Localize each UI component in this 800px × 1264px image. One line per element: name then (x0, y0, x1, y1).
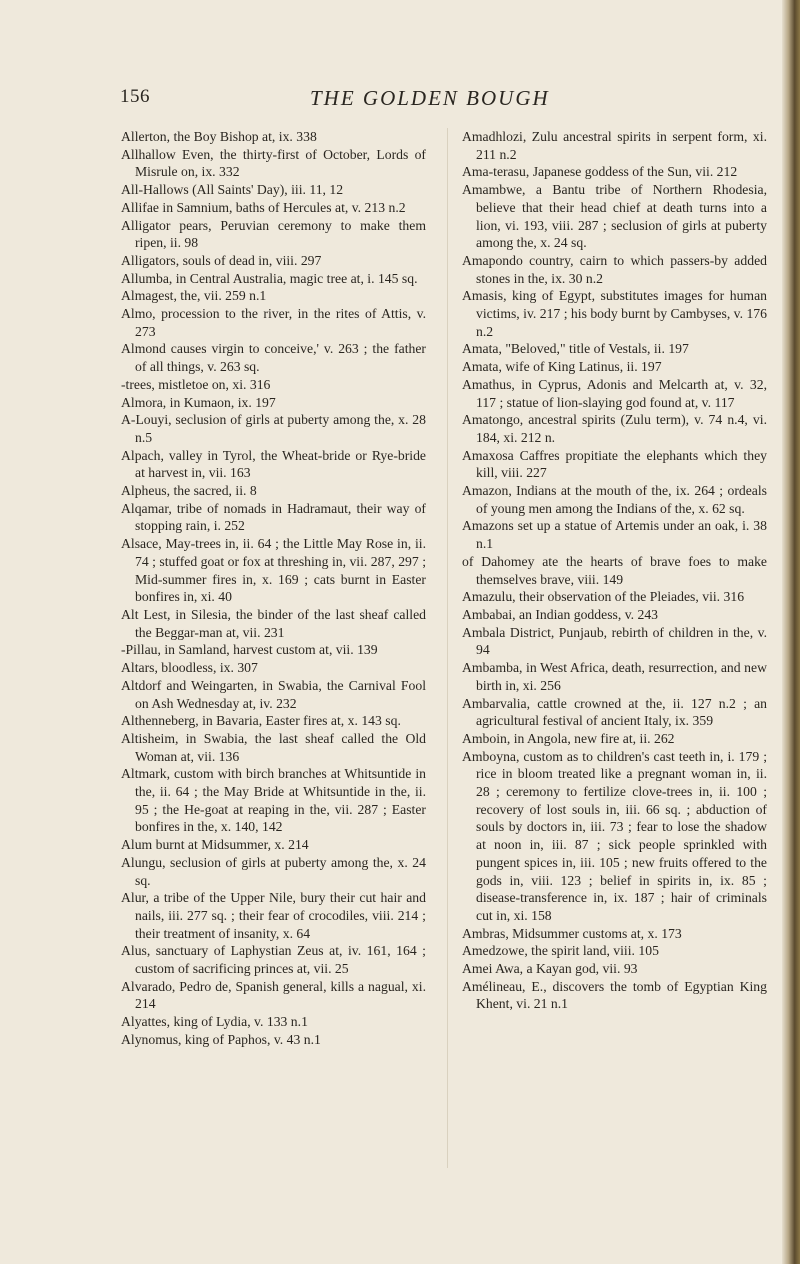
index-entry: Almond causes virgin to conceive,' v. 263 ; the father of all things, v. 263 sq. (121, 341, 426, 375)
index-entry: Altdorf and Weingarten, in Swabia, the Carnival Fool on Ash Wednesday at, iv. 232 (121, 677, 426, 711)
index-entry: Amathus, in Cyprus, Adonis and Melcarth at, v. 32, 117 ; statue of lion-slaying god found at, v. 117 (462, 376, 767, 410)
index-entry: Alur, a tribe of the Upper Nile, bury their cut hair and nails, iii. 277 sq. ; their fear of crocodiles, viii. 214 ; their treatment of insanity, x. 64 (121, 890, 426, 941)
index-entry: Amaxosa Caffres propitiate the elephants which they kill, viii. 227 (462, 447, 767, 481)
index-entry: Allifae in Samnium, baths of Hercules at, v. 213 n.2 (121, 199, 406, 215)
running-title: THE GOLDEN BOUGH (310, 86, 550, 110)
index-entry: Alsace, May-trees in, ii. 64 ; the Little May Rose in, ii. 74 ; stuffed goat or fox at threshing in, vii. 287, 297 ; Mid-summer fires in, x. 169 ; cats burnt in Easter bonfires in, xi. 40 (121, 536, 426, 605)
page-header (120, 86, 680, 114)
index-entry: Ambabai, an Indian goddess, v. 243 (462, 606, 659, 622)
index-entry: Ambala District, Punjaub, rebirth of children in the, v. 94 (462, 624, 767, 658)
index-entry: Alqamar, tribe of nomads in Hadramaut, their way of stopping rain, i. 252 (121, 500, 426, 534)
index-entry: Ambras, Midsummer customs at, x. 173 (462, 925, 682, 941)
index-entry: Alpheus, the sacred, ii. 8 (121, 483, 257, 499)
index-entry: Altisheim, in Swabia, the last sheaf called the Old Woman at, vii. 136 (121, 730, 426, 764)
index-entry: Almo, procession to the river, in the rites of Attis, v. 273 (121, 306, 426, 339)
index-entry: Almora, in Kumaon, ix. 197 (121, 394, 276, 410)
index-entry: Almagest, the, vii. 259 n.1 (121, 288, 267, 304)
index-entry: Amapondo country, cairn to which passers-by added stones in the, ix. 30 n.2 (462, 252, 767, 286)
index-entry: Allumba, in Central Australia, magic tree at, i. 145 sq. (121, 270, 418, 286)
index-entry: Amedzowe, the spirit land, viii. 105 (462, 943, 659, 959)
index-entry: -trees, mistletoe on, xi. 316 (121, 376, 271, 392)
index-entry: Alpach, valley in Tyrol, the Wheat-bride or Rye-bride at harvest in, vii. 163 (121, 447, 426, 481)
index-entry: Alligator pears, Peruvian ceremony to make them ripen, ii. 98 (121, 217, 426, 251)
index-entry: Althenneberg, in Bavaria, Easter fires at, x. 143 sq. (121, 713, 401, 729)
index-entry: Alvarado, Pedro de, Spanish general, kills a nagual, xi. 214 (121, 978, 426, 1012)
index-entry: Altmark, custom with birch branches at Whitsuntide in the, ii. 64 ; the May Bride at Whitsuntide in the, ii. 95 ; the He-goat at reaping in the, vii. 287 ; Easter bonfires in the, x. 140, 142 (121, 766, 426, 835)
index-entry: Amazon, Indians at the mouth of the, ix. 264 ; ordeals of young men among the Indians of the, x. 62 sq. (462, 483, 767, 516)
index-entry: Amboin, in Angola, new fire at, ii. 262 (462, 730, 675, 746)
index-entry: of Dahomey ate the hearts of brave foes to make themselves brave, viii. 149 (462, 553, 767, 587)
index-entry: Amélineau, E., discovers the tomb of Egyptian King Khent, vi. 21 n.1 (462, 978, 767, 1012)
index-entry: Allhallow Even, the thirty-first of October, Lords of Misrule on, ix. 332 (121, 146, 426, 180)
index-entry: Amadhlozi, Zulu ancestral spirits in serpent form, xi. 211 n.2 (462, 129, 767, 162)
index-entry: Alungu, seclusion of girls at puberty among the, x. 24 sq. (121, 854, 426, 888)
index-entry: Amata, wife of King Latinus, ii. 197 (462, 359, 662, 375)
index-entry: Amei Awa, a Kayan god, vii. 93 (462, 961, 638, 977)
index-entry: Amazons set up a statue of Artemis under an oak, i. 38 n.1 (462, 518, 767, 552)
index-entry: Altars, bloodless, ix. 307 (121, 660, 258, 676)
page-number: 156 (120, 86, 150, 107)
index-entry: Amazulu, their observation of the Pleiades, vii. 316 (462, 589, 745, 605)
index-entry: Alyattes, king of Lydia, v. 133 n.1 (121, 1014, 308, 1030)
column-divider (447, 128, 448, 1168)
index-entry: Alynomus, king of Paphos, v. 43 n.1 (121, 1031, 321, 1047)
index-entry: Amambwe, a Bantu tribe of Northern Rhodesia, believe that their head chief at death turns into a lion, vi. 193, viii. 287 ; seclusion of girls at puberty among the, x. 24 sq. (462, 182, 767, 251)
index-entry: Amatongo, ancestral spirits (Zulu term), v. 74 n.4, vi. 184, xi. 212 n. (462, 412, 767, 445)
index-entry: Allerton, the Boy Bishop at, ix. 338 (121, 129, 317, 144)
page-edge-shadow (782, 0, 800, 1264)
index-column-right (462, 128, 767, 1013)
index-entry: Amata, "Beloved," title of Vestals, ii. 197 (462, 341, 689, 357)
index-entry: Ambamba, in West Africa, death, resurrection, and new birth in, xi. 256 (462, 660, 767, 693)
index-entry: A-Louyi, seclusion of girls at puberty among the, x. 28 n.5 (121, 412, 426, 445)
index-entry: All-Hallows (All Saints' Day), iii. 11, 12 (121, 182, 344, 198)
index-entry: Alum burnt at Midsummer, x. 214 (121, 837, 309, 853)
index-entry: Ambarvalia, cattle crowned at the, ii. 127 n.2 ; an agricultural festival of ancient Italy, ix. 359 (462, 695, 767, 729)
index-entry: -Pillau, in Samland, harvest custom at, vii. 139 (121, 642, 378, 658)
index-entry: Alt Lest, in Silesia, the binder of the last sheaf called the Beggar-man at, vii. 231 (121, 606, 426, 640)
index-entry: Amasis, king of Egypt, substitutes images for human victims, iv. 217 ; his body burnt by Cambyses, v. 176 n.2 (462, 288, 767, 339)
index-entry: Alus, sanctuary of Laphystian Zeus at, iv. 161, 164 ; custom of sacrificing princes at, vii. 25 (121, 943, 426, 977)
index-entry: Alligators, souls of dead in, viii. 297 (121, 252, 322, 268)
index-entry: Ama-terasu, Japanese goddess of the Sun, vii. 212 (462, 164, 738, 180)
index-column-left (121, 128, 426, 1049)
index-entry: Amboyna, custom as to children's cast teeth in, i. 179 ; rice in bloom treated like a pregnant woman in, ii. 28 ; ceremony to fertilize clove-trees in, ii. 100 ; recovery of lost souls in, iii. 66 sq. ; abduction of souls by doctors in, iii. 73 ; fear to lose the shadow at noon in, iii. 87 ; sick people sprinkled with pungent spices in, iii. 105 ; new fruits offered to the gods in, viii. 123 ; belief in spirits in, ix. 85 ; disease-transference in, ix. 187 ; hair of criminals cut in, xi. 158 (462, 748, 767, 923)
